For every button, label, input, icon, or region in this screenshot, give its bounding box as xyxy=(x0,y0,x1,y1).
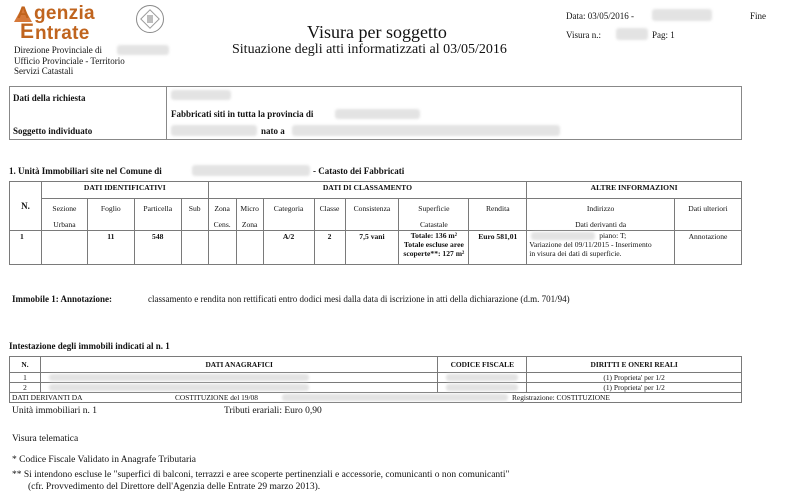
derivation-row: DATI DERIVANTI DA COSTITUZIONE del 19/08 Registrazione: COSTITUZIONE xyxy=(10,393,742,403)
section1-title: 1. Unità Immobiliari site nel Comune di xyxy=(9,166,162,176)
logo-line1: genzia xyxy=(34,3,95,24)
ownership-title: Intestazione degli immobili indicati al n. 1 xyxy=(9,341,170,351)
table-row: 2 (1) Proprieta' per 1/2 xyxy=(10,383,742,393)
office-line2: Ufficio Provinciale - Territorio xyxy=(14,56,125,66)
units-count: Unità immobiliari n. 1 xyxy=(12,406,97,416)
col-micro-zona: Micro Zona xyxy=(236,199,263,231)
request-buildings-text: Fabbricati siti in tutta la provincia di xyxy=(171,109,314,119)
footnote-3: (cfr. Provvedimento del Direttore dell'Agenzia delle Entrate 29 marzo 2013). xyxy=(28,482,321,492)
print-date: Data: 03/05/2016 - xyxy=(566,11,634,21)
col-categoria: Categoria xyxy=(263,199,314,231)
office-line1: Direzione Provinciale di xyxy=(14,45,102,55)
table-row: 1 (1) Proprieta' per 1/2 xyxy=(10,373,742,383)
republic-emblem-icon xyxy=(136,5,164,33)
born-in-text: nato a xyxy=(261,126,285,136)
page-title: Visura per soggetto xyxy=(307,22,447,42)
logo-line2: ntrate xyxy=(35,23,90,44)
col-consistenza: Consistenza xyxy=(345,199,399,231)
end-label: Fine xyxy=(750,11,767,21)
request-data-label: Dati della richiesta xyxy=(13,93,86,103)
col-indirizzo: Indirizzo Dati derivanti da xyxy=(527,199,675,231)
logo-letter-a: A xyxy=(17,3,30,22)
other-info-header: ALTRE INFORMAZIONI xyxy=(527,182,742,199)
annotation-text: classamento e rendita non rettificati entro dodici mesi dalla data di iscrizione in atti della dichiarazione (d.m. 701/94) xyxy=(148,294,570,304)
identified-subject-label: Soggetto individuato xyxy=(13,126,93,136)
telematic-label: Visura telematica xyxy=(12,434,79,444)
col-sub: Sub xyxy=(181,199,208,231)
logo-letter-e: E xyxy=(20,20,35,43)
col-zona: Zona Cens. xyxy=(208,199,236,231)
identification-header: DATI IDENTIFICATIVI xyxy=(41,182,208,199)
table-row: 1 11 548 A/2 2 7,5 vani Totale: 136 m² Totale escluse aree scoperte**: 127 m² Euro 581,01 piano: T; Variazione del 09/11/2015 - Inserimento in visura dei dati di superficie. Annotazione xyxy=(10,231,742,265)
tax-amount: Tributi erariali: Euro 0,90 xyxy=(224,406,322,416)
col-particella: Particella xyxy=(134,199,181,231)
footnote-1: * Codice Fiscale Validato in Anagrafe Tributaria xyxy=(12,455,196,465)
col-n-header: N. xyxy=(10,182,42,231)
col-sezione: Sezione Urbana xyxy=(41,199,87,231)
address-cell: piano: T; Variazione del 09/11/2015 - Inserimento in visura dei dati di superficie. xyxy=(527,231,675,265)
buildings-table xyxy=(9,181,742,265)
agency-logo xyxy=(14,4,134,44)
col-classe: Classe xyxy=(314,199,345,231)
office-line3: Servizi Catastali xyxy=(14,66,74,76)
col-foglio: Foglio xyxy=(87,199,134,231)
request-box xyxy=(9,86,742,140)
col-dati-ulteriori: Dati ulteriori xyxy=(674,199,741,231)
visura-number-label: Visura n.: xyxy=(566,30,601,40)
footnote-2: ** Si intendono escluse le "superfici di balconi, terrazzi e aree scoperte pertinenziali e accessorie, comunicanti o non comunicanti" xyxy=(12,470,510,480)
ownership-table: N. DATI ANAGRAFICI CODICE FISCALE DIRITTI E ONERI REALI 1 (1) Proprieta' per 1/2 2 (1) Proprieta' per 1/2 DATI DERIVANTI DA COSTITUZIONE del 19/08 Registrazione: COSTITUZIONE xyxy=(9,356,742,403)
surface-value: Totale: 136 m² Totale escluse aree scoperte**: 127 m² xyxy=(399,231,469,265)
col-superficie: Superficie Catastale xyxy=(399,199,469,231)
classification-header: DATI DI CLASSAMENTO xyxy=(208,182,527,199)
section1-title-suffix: - Catasto dei Fabbricati xyxy=(313,166,405,176)
page-subtitle: Situazione degli atti informatizzati al 03/05/2016 xyxy=(232,42,507,57)
col-rendita: Rendita xyxy=(469,199,527,231)
rendita-value: Euro 581,01 xyxy=(469,231,527,265)
annotation-label: Immobile 1: Annotazione: xyxy=(12,294,112,304)
page-number: Pag: 1 xyxy=(652,30,675,40)
